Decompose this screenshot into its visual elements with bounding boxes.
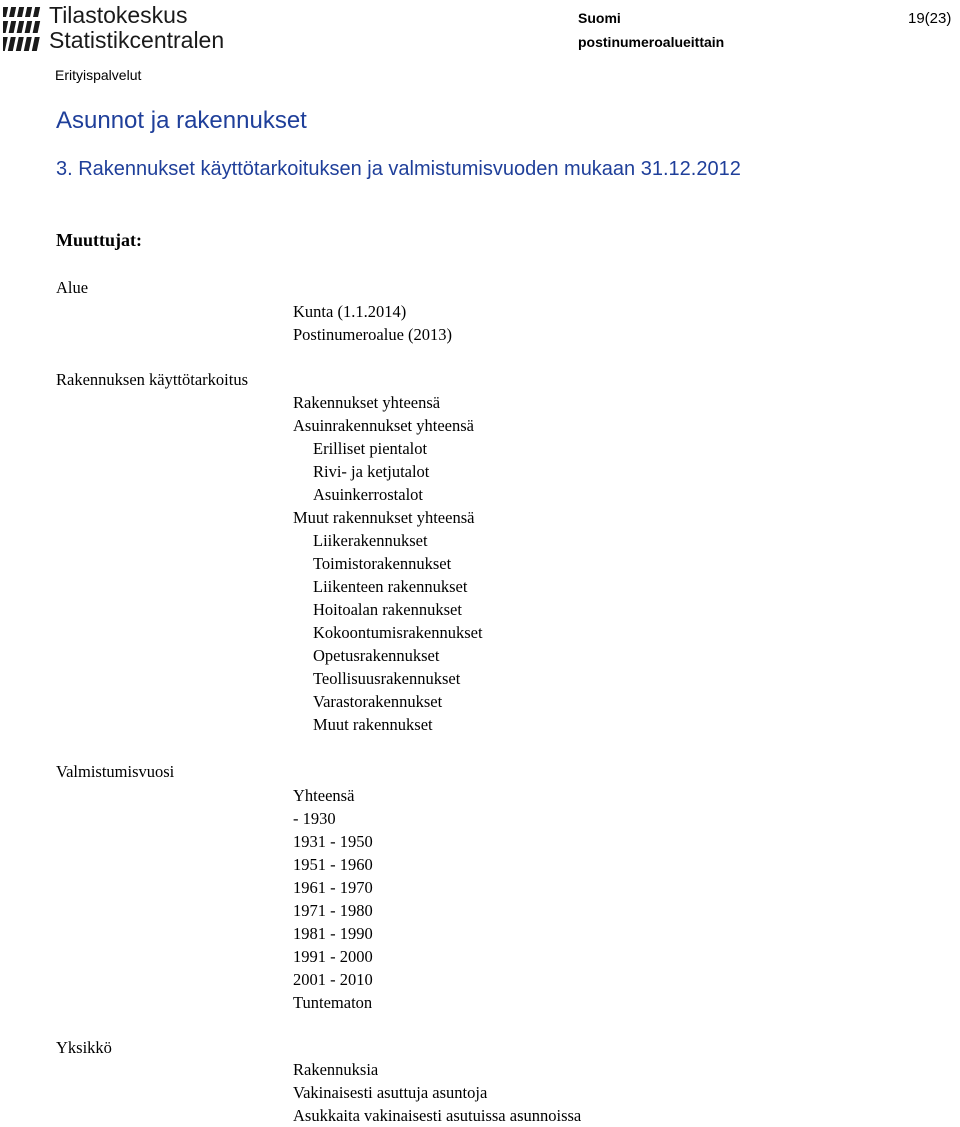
- variables-heading: Muuttujat:: [56, 230, 142, 250]
- list-item: Liikenteen rakennukset: [313, 577, 468, 596]
- list-item: Varastorakennukset: [313, 692, 443, 711]
- statistics-finland-logo: [3, 3, 253, 55]
- list-item: 1931 - 1950: [293, 832, 373, 851]
- list-item: Muut rakennukset yhteensä: [293, 508, 475, 527]
- list-item: Kunta (1.1.2014): [293, 302, 407, 321]
- list-item: Asuinkerrostalot: [313, 485, 423, 504]
- list-item: Postinumeroalue (2013): [293, 325, 453, 344]
- list-item: 2001 - 2010: [293, 970, 373, 989]
- list-item: Tuntematon: [293, 993, 373, 1012]
- list-item: Liikerakennukset: [313, 531, 428, 550]
- service-name: Erityispalvelut: [55, 67, 142, 83]
- list-item: Opetusrakennukset: [313, 646, 440, 665]
- list-item: Toimistorakennukset: [313, 554, 452, 573]
- variable-values-alue: [293, 300, 452, 346]
- list-item: Yhteensä: [293, 786, 355, 805]
- list-item: 1951 - 1960: [293, 855, 373, 874]
- list-item: Hoitoalan rakennukset: [313, 600, 462, 619]
- logo-text-swedish: Statistikcentralen: [49, 27, 225, 53]
- header-subtitle: postinumeroalueittain: [578, 34, 725, 50]
- list-item: Kokoontumisrakennukset: [313, 623, 483, 642]
- variable-values-kayttotarkoitus: [293, 391, 483, 736]
- list-item: Rakennukset yhteensä: [293, 393, 441, 412]
- variable-label-kayttotarkoitus: Rakennuksen käyttötarkoitus: [56, 370, 249, 389]
- header-language: Suomi: [578, 10, 621, 26]
- variable-label-alue: Alue: [56, 278, 89, 297]
- variable-label-valmistumisvuosi: Valmistumisvuosi: [56, 762, 175, 781]
- variable-values-valmistumisvuosi: [293, 784, 373, 1014]
- variable-values-yksikko: [293, 1058, 581, 1127]
- list-item: 1991 - 2000: [293, 947, 373, 966]
- variable-label-yksikko: Yksikkö: [56, 1038, 112, 1057]
- page-number: 19(23): [908, 10, 952, 27]
- list-item: - 1930: [293, 809, 336, 828]
- list-item: 1971 - 1980: [293, 901, 373, 920]
- list-item: Asuinrakennukset yhteensä: [293, 416, 474, 435]
- logo-text-finnish: Tilastokeskus: [49, 2, 188, 28]
- list-item: Erilliset pientalot: [313, 439, 428, 458]
- list-item: Asukkaita vakinaisesti asutuissa asunnoissa: [293, 1106, 582, 1125]
- list-item: Rakennuksia: [293, 1060, 379, 1079]
- list-item: Vakinaisesti asuttuja asuntoja: [293, 1083, 488, 1102]
- section-title: Asunnot ja rakennukset: [56, 107, 307, 134]
- list-item: 1981 - 1990: [293, 924, 373, 943]
- list-item: Rivi- ja ketjutalot: [313, 462, 430, 481]
- logo-mark-icon: [3, 3, 45, 53]
- list-item: Muut rakennukset: [313, 715, 433, 734]
- list-item: Teollisuusrakennukset: [313, 669, 461, 688]
- list-item: 1961 - 1970: [293, 878, 373, 897]
- table-title: 3. Rakennukset käyttötarkoituksen ja valmistumisvuoden mukaan 31.12.2012: [56, 158, 741, 180]
